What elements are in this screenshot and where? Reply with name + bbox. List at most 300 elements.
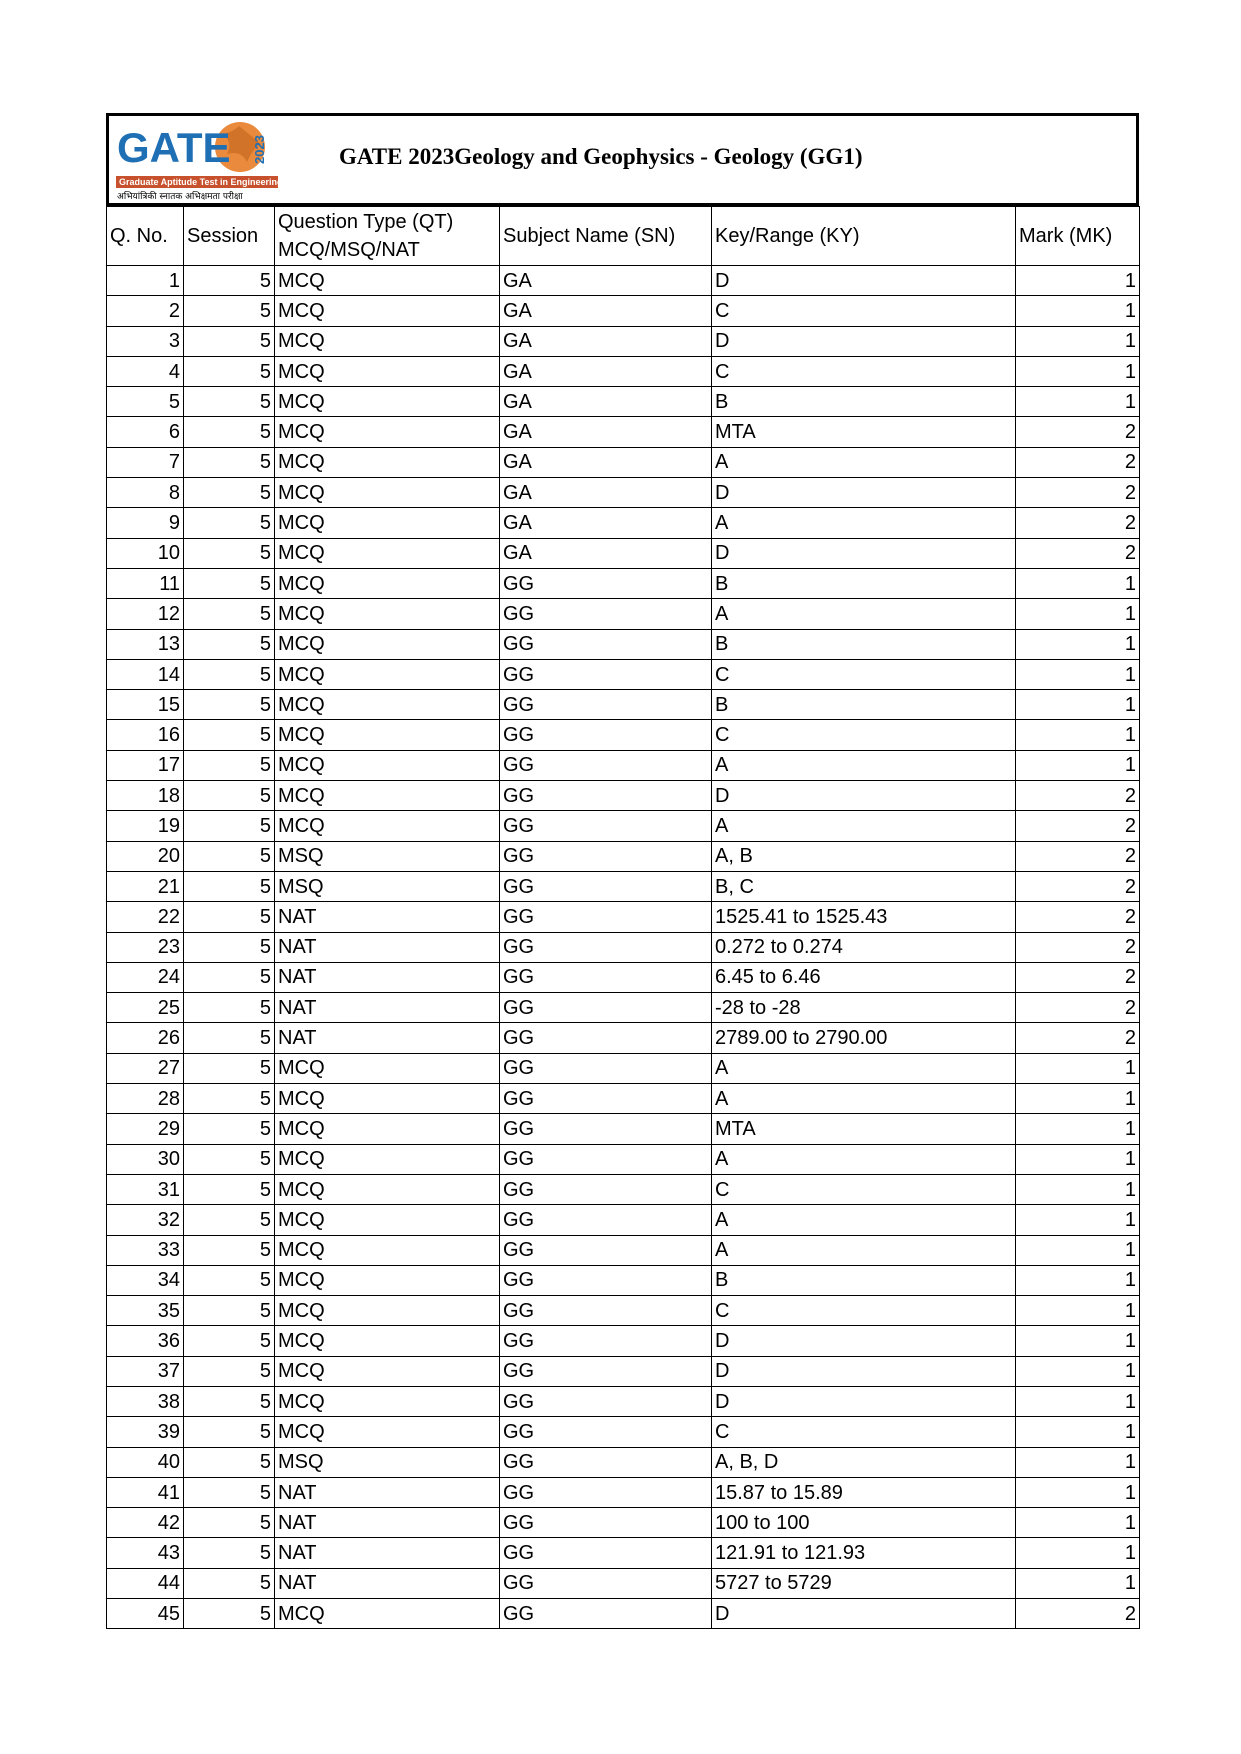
cell-question-type: MCQ bbox=[275, 1386, 500, 1416]
cell-subject: GG bbox=[500, 1386, 712, 1416]
table-row bbox=[107, 508, 1140, 538]
cell-key: MTA bbox=[712, 417, 1016, 447]
answer-key-table bbox=[106, 206, 1140, 1629]
table-row bbox=[107, 993, 1140, 1023]
cell-question-type: MCQ bbox=[275, 629, 500, 659]
table-row bbox=[107, 902, 1140, 932]
cell-subject: GA bbox=[500, 508, 712, 538]
cell-key: D bbox=[712, 781, 1016, 811]
table-row bbox=[107, 690, 1140, 720]
cell-mark: 1 bbox=[1016, 1447, 1140, 1477]
cell-session: 5 bbox=[184, 1417, 275, 1447]
col-header-qno: Q. No. bbox=[107, 207, 184, 266]
cell-question-type: MCQ bbox=[275, 387, 500, 417]
cell-subject: GG bbox=[500, 1053, 712, 1083]
table-row bbox=[107, 1356, 1140, 1386]
cell-qno: 43 bbox=[107, 1538, 184, 1568]
cell-mark: 1 bbox=[1016, 296, 1140, 326]
cell-key: D bbox=[712, 478, 1016, 508]
cell-key: A bbox=[712, 599, 1016, 629]
cell-key: D bbox=[712, 1599, 1016, 1629]
cell-question-type: MCQ bbox=[275, 568, 500, 598]
cell-session: 5 bbox=[184, 1477, 275, 1507]
cell-session: 5 bbox=[184, 1084, 275, 1114]
cell-question-type: MCQ bbox=[275, 1235, 500, 1265]
cell-qno: 11 bbox=[107, 568, 184, 598]
cell-mark: 2 bbox=[1016, 538, 1140, 568]
col-header-subject: Subject Name (SN) bbox=[500, 207, 712, 266]
cell-subject: GG bbox=[500, 811, 712, 841]
cell-mark: 1 bbox=[1016, 1538, 1140, 1568]
table-row bbox=[107, 932, 1140, 962]
cell-session: 5 bbox=[184, 1205, 275, 1235]
cell-key: B bbox=[712, 629, 1016, 659]
cell-question-type: MCQ bbox=[275, 720, 500, 750]
table-row bbox=[107, 1568, 1140, 1598]
table-row bbox=[107, 1205, 1140, 1235]
cell-qno: 29 bbox=[107, 1114, 184, 1144]
table-row bbox=[107, 1508, 1140, 1538]
cell-subject: GG bbox=[500, 841, 712, 871]
cell-session: 5 bbox=[184, 1296, 275, 1326]
cell-qno: 9 bbox=[107, 508, 184, 538]
cell-qno: 15 bbox=[107, 690, 184, 720]
table-row bbox=[107, 811, 1140, 841]
cell-subject: GG bbox=[500, 1114, 712, 1144]
cell-session: 5 bbox=[184, 841, 275, 871]
cell-session: 5 bbox=[184, 659, 275, 689]
cell-mark: 1 bbox=[1016, 356, 1140, 386]
cell-key: A bbox=[712, 1235, 1016, 1265]
cell-key: A, B, D bbox=[712, 1447, 1016, 1477]
cell-qno: 7 bbox=[107, 447, 184, 477]
cell-subject: GG bbox=[500, 568, 712, 598]
table-row bbox=[107, 871, 1140, 901]
cell-qno: 34 bbox=[107, 1265, 184, 1295]
cell-key: A bbox=[712, 1205, 1016, 1235]
table-row bbox=[107, 326, 1140, 356]
col-header-qtype-line2: MCQ/MSQ/NAT bbox=[278, 239, 420, 261]
cell-mark: 1 bbox=[1016, 1265, 1140, 1295]
cell-mark: 1 bbox=[1016, 1386, 1140, 1416]
cell-subject: GA bbox=[500, 326, 712, 356]
cell-key: 0.272 to 0.274 bbox=[712, 932, 1016, 962]
cell-key: A bbox=[712, 508, 1016, 538]
cell-key: B bbox=[712, 690, 1016, 720]
cell-session: 5 bbox=[184, 629, 275, 659]
cell-subject: GG bbox=[500, 599, 712, 629]
cell-session: 5 bbox=[184, 508, 275, 538]
cell-qno: 44 bbox=[107, 1568, 184, 1598]
cell-subject: GG bbox=[500, 1568, 712, 1598]
cell-qno: 45 bbox=[107, 1599, 184, 1629]
col-header-session: Session bbox=[184, 207, 275, 266]
cell-subject: GG bbox=[500, 629, 712, 659]
cell-mark: 1 bbox=[1016, 1114, 1140, 1144]
cell-mark: 1 bbox=[1016, 387, 1140, 417]
cell-qno: 8 bbox=[107, 478, 184, 508]
cell-mark: 1 bbox=[1016, 750, 1140, 780]
cell-question-type: MCQ bbox=[275, 1296, 500, 1326]
cell-session: 5 bbox=[184, 1144, 275, 1174]
cell-mark: 2 bbox=[1016, 1599, 1140, 1629]
table-row bbox=[107, 1053, 1140, 1083]
cell-qno: 32 bbox=[107, 1205, 184, 1235]
logo-tagline: Graduate Aptitude Test in Engineering bbox=[119, 177, 283, 187]
cell-mark: 1 bbox=[1016, 1174, 1140, 1204]
cell-mark: 2 bbox=[1016, 811, 1140, 841]
cell-question-type: MCQ bbox=[275, 1144, 500, 1174]
table-row bbox=[107, 720, 1140, 750]
table-row bbox=[107, 1084, 1140, 1114]
cell-mark: 2 bbox=[1016, 902, 1140, 932]
cell-mark: 1 bbox=[1016, 1508, 1140, 1538]
table-row bbox=[107, 1538, 1140, 1568]
cell-subject: GG bbox=[500, 781, 712, 811]
cell-question-type: NAT bbox=[275, 1568, 500, 1598]
cell-subject: GG bbox=[500, 1477, 712, 1507]
cell-session: 5 bbox=[184, 1326, 275, 1356]
cell-session: 5 bbox=[184, 1023, 275, 1053]
cell-question-type: MCQ bbox=[275, 447, 500, 477]
cell-qno: 26 bbox=[107, 1023, 184, 1053]
cell-mark: 1 bbox=[1016, 1417, 1140, 1447]
cell-subject: GA bbox=[500, 387, 712, 417]
cell-question-type: MCQ bbox=[275, 417, 500, 447]
table-row bbox=[107, 1599, 1140, 1629]
cell-question-type: MCQ bbox=[275, 659, 500, 689]
cell-qno: 3 bbox=[107, 326, 184, 356]
cell-qno: 21 bbox=[107, 871, 184, 901]
cell-qno: 18 bbox=[107, 781, 184, 811]
cell-question-type: MCQ bbox=[275, 538, 500, 568]
cell-subject: GA bbox=[500, 417, 712, 447]
cell-question-type: MCQ bbox=[275, 1356, 500, 1386]
cell-mark: 2 bbox=[1016, 447, 1140, 477]
cell-mark: 2 bbox=[1016, 781, 1140, 811]
table-row bbox=[107, 568, 1140, 598]
cell-qno: 20 bbox=[107, 841, 184, 871]
cell-session: 5 bbox=[184, 1174, 275, 1204]
cell-key: A bbox=[712, 447, 1016, 477]
col-header-qtype-line1: Question Type (QT) bbox=[278, 211, 454, 233]
cell-key: 6.45 to 6.46 bbox=[712, 962, 1016, 992]
cell-qno: 6 bbox=[107, 417, 184, 447]
cell-session: 5 bbox=[184, 962, 275, 992]
cell-mark: 2 bbox=[1016, 478, 1140, 508]
cell-qno: 22 bbox=[107, 902, 184, 932]
cell-session: 5 bbox=[184, 356, 275, 386]
cell-question-type: MCQ bbox=[275, 478, 500, 508]
cell-question-type: MCQ bbox=[275, 1265, 500, 1295]
cell-question-type: MCQ bbox=[275, 599, 500, 629]
table-row bbox=[107, 1477, 1140, 1507]
cell-key: 100 to 100 bbox=[712, 1508, 1016, 1538]
cell-qno: 35 bbox=[107, 1296, 184, 1326]
cell-question-type: NAT bbox=[275, 1477, 500, 1507]
cell-mark: 2 bbox=[1016, 962, 1140, 992]
cell-session: 5 bbox=[184, 1114, 275, 1144]
cell-key: B bbox=[712, 387, 1016, 417]
cell-session: 5 bbox=[184, 902, 275, 932]
cell-key: 1525.41 to 1525.43 bbox=[712, 902, 1016, 932]
table-header-row bbox=[107, 207, 1140, 266]
cell-qno: 4 bbox=[107, 356, 184, 386]
cell-key: MTA bbox=[712, 1114, 1016, 1144]
cell-key: C bbox=[712, 356, 1016, 386]
cell-mark: 2 bbox=[1016, 871, 1140, 901]
table-row bbox=[107, 478, 1140, 508]
cell-mark: 2 bbox=[1016, 932, 1140, 962]
cell-mark: 1 bbox=[1016, 720, 1140, 750]
logo-year: 2023 bbox=[252, 135, 267, 164]
cell-session: 5 bbox=[184, 750, 275, 780]
table-row bbox=[107, 629, 1140, 659]
cell-key: D bbox=[712, 266, 1016, 296]
cell-session: 5 bbox=[184, 387, 275, 417]
cell-session: 5 bbox=[184, 1235, 275, 1265]
cell-key: D bbox=[712, 538, 1016, 568]
cell-question-type: MSQ bbox=[275, 871, 500, 901]
cell-qno: 16 bbox=[107, 720, 184, 750]
cell-qno: 23 bbox=[107, 932, 184, 962]
cell-question-type: NAT bbox=[275, 902, 500, 932]
cell-qno: 12 bbox=[107, 599, 184, 629]
cell-question-type: MCQ bbox=[275, 1174, 500, 1204]
cell-qno: 39 bbox=[107, 1417, 184, 1447]
table-row bbox=[107, 1296, 1140, 1326]
cell-subject: GG bbox=[500, 1356, 712, 1386]
cell-qno: 28 bbox=[107, 1084, 184, 1114]
table-row bbox=[107, 447, 1140, 477]
cell-mark: 2 bbox=[1016, 1023, 1140, 1053]
cell-qno: 14 bbox=[107, 659, 184, 689]
cell-question-type: MCQ bbox=[275, 1326, 500, 1356]
cell-question-type: NAT bbox=[275, 1023, 500, 1053]
cell-qno: 38 bbox=[107, 1386, 184, 1416]
cell-subject: GG bbox=[500, 1235, 712, 1265]
table-row bbox=[107, 387, 1140, 417]
cell-mark: 1 bbox=[1016, 1326, 1140, 1356]
table-row bbox=[107, 1023, 1140, 1053]
cell-key: C bbox=[712, 1296, 1016, 1326]
cell-subject: GG bbox=[500, 1084, 712, 1114]
cell-key: C bbox=[712, 1417, 1016, 1447]
cell-session: 5 bbox=[184, 296, 275, 326]
gate-logo bbox=[115, 120, 283, 202]
cell-qno: 31 bbox=[107, 1174, 184, 1204]
cell-qno: 40 bbox=[107, 1447, 184, 1477]
cell-mark: 1 bbox=[1016, 1205, 1140, 1235]
cell-subject: GA bbox=[500, 356, 712, 386]
cell-mark: 2 bbox=[1016, 417, 1140, 447]
cell-question-type: NAT bbox=[275, 1538, 500, 1568]
cell-mark: 2 bbox=[1016, 508, 1140, 538]
cell-session: 5 bbox=[184, 447, 275, 477]
table-row bbox=[107, 1235, 1140, 1265]
cell-question-type: MCQ bbox=[275, 1417, 500, 1447]
cell-key: C bbox=[712, 720, 1016, 750]
cell-key: C bbox=[712, 296, 1016, 326]
cell-key: B bbox=[712, 568, 1016, 598]
cell-question-type: MCQ bbox=[275, 781, 500, 811]
table-row bbox=[107, 962, 1140, 992]
table-row bbox=[107, 1174, 1140, 1204]
table-row bbox=[107, 1114, 1140, 1144]
table-row bbox=[107, 266, 1140, 296]
cell-question-type: MCQ bbox=[275, 356, 500, 386]
table-row bbox=[107, 599, 1140, 629]
cell-mark: 1 bbox=[1016, 1053, 1140, 1083]
cell-qno: 24 bbox=[107, 962, 184, 992]
cell-session: 5 bbox=[184, 1599, 275, 1629]
cell-key: 121.91 to 121.93 bbox=[712, 1538, 1016, 1568]
cell-session: 5 bbox=[184, 599, 275, 629]
cell-qno: 41 bbox=[107, 1477, 184, 1507]
cell-session: 5 bbox=[184, 326, 275, 356]
cell-subject: GG bbox=[500, 902, 712, 932]
cell-subject: GG bbox=[500, 932, 712, 962]
cell-subject: GG bbox=[500, 1417, 712, 1447]
cell-subject: GG bbox=[500, 1205, 712, 1235]
answer-key-sheet bbox=[106, 113, 1139, 1629]
table-row bbox=[107, 1417, 1140, 1447]
cell-session: 5 bbox=[184, 1265, 275, 1295]
cell-mark: 1 bbox=[1016, 1477, 1140, 1507]
cell-subject: GA bbox=[500, 266, 712, 296]
cell-key: 2789.00 to 2790.00 bbox=[712, 1023, 1016, 1053]
cell-mark: 2 bbox=[1016, 841, 1140, 871]
cell-subject: GA bbox=[500, 447, 712, 477]
cell-key: B bbox=[712, 1265, 1016, 1295]
cell-key: A bbox=[712, 811, 1016, 841]
cell-question-type: MCQ bbox=[275, 266, 500, 296]
cell-session: 5 bbox=[184, 1447, 275, 1477]
cell-key: D bbox=[712, 1326, 1016, 1356]
cell-subject: GG bbox=[500, 1326, 712, 1356]
title-box bbox=[106, 113, 1139, 206]
cell-subject: GG bbox=[500, 993, 712, 1023]
cell-key: A bbox=[712, 1144, 1016, 1174]
table-row bbox=[107, 296, 1140, 326]
table-row bbox=[107, 750, 1140, 780]
cell-question-type: MCQ bbox=[275, 750, 500, 780]
cell-mark: 2 bbox=[1016, 993, 1140, 1023]
cell-subject: GG bbox=[500, 659, 712, 689]
page-title: GATE 2023Geology and Geophysics - Geology (GG1) bbox=[339, 144, 863, 169]
cell-question-type: MCQ bbox=[275, 690, 500, 720]
cell-session: 5 bbox=[184, 478, 275, 508]
cell-mark: 1 bbox=[1016, 326, 1140, 356]
cell-question-type: MCQ bbox=[275, 1053, 500, 1083]
cell-session: 5 bbox=[184, 1386, 275, 1416]
cell-session: 5 bbox=[184, 932, 275, 962]
col-header-key: Key/Range (KY) bbox=[712, 207, 1016, 266]
cell-session: 5 bbox=[184, 568, 275, 598]
cell-key: A bbox=[712, 750, 1016, 780]
logo-hindi: अभियांत्रिकी स्नातक अभिक्षमता परीक्षा bbox=[117, 192, 243, 202]
cell-question-type: NAT bbox=[275, 1508, 500, 1538]
cell-qno: 19 bbox=[107, 811, 184, 841]
cell-mark: 1 bbox=[1016, 1235, 1140, 1265]
cell-mark: 1 bbox=[1016, 266, 1140, 296]
cell-key: D bbox=[712, 1386, 1016, 1416]
cell-question-type: NAT bbox=[275, 962, 500, 992]
cell-question-type: MCQ bbox=[275, 1084, 500, 1114]
cell-qno: 5 bbox=[107, 387, 184, 417]
cell-session: 5 bbox=[184, 781, 275, 811]
cell-qno: 42 bbox=[107, 1508, 184, 1538]
cell-session: 5 bbox=[184, 417, 275, 447]
table-row bbox=[107, 1386, 1140, 1416]
cell-qno: 2 bbox=[107, 296, 184, 326]
cell-mark: 1 bbox=[1016, 629, 1140, 659]
cell-mark: 1 bbox=[1016, 659, 1140, 689]
cell-question-type: MSQ bbox=[275, 1447, 500, 1477]
cell-subject: GG bbox=[500, 1508, 712, 1538]
cell-question-type: MCQ bbox=[275, 811, 500, 841]
cell-mark: 1 bbox=[1016, 1084, 1140, 1114]
cell-question-type: MSQ bbox=[275, 841, 500, 871]
cell-key: 5727 to 5729 bbox=[712, 1568, 1016, 1598]
cell-mark: 1 bbox=[1016, 568, 1140, 598]
cell-session: 5 bbox=[184, 266, 275, 296]
col-header-mark: Mark (MK) bbox=[1016, 207, 1140, 266]
cell-key: A, B bbox=[712, 841, 1016, 871]
cell-question-type: NAT bbox=[275, 932, 500, 962]
cell-mark: 1 bbox=[1016, 599, 1140, 629]
table-row bbox=[107, 1144, 1140, 1174]
cell-subject: GG bbox=[500, 1538, 712, 1568]
cell-qno: 1 bbox=[107, 266, 184, 296]
cell-subject: GG bbox=[500, 1144, 712, 1174]
cell-key: B, C bbox=[712, 871, 1016, 901]
cell-qno: 27 bbox=[107, 1053, 184, 1083]
cell-mark: 1 bbox=[1016, 1296, 1140, 1326]
cell-key: C bbox=[712, 659, 1016, 689]
cell-subject: GG bbox=[500, 690, 712, 720]
cell-subject: GG bbox=[500, 720, 712, 750]
cell-qno: 36 bbox=[107, 1326, 184, 1356]
cell-session: 5 bbox=[184, 1356, 275, 1386]
table-row bbox=[107, 781, 1140, 811]
cell-qno: 17 bbox=[107, 750, 184, 780]
table-row bbox=[107, 841, 1140, 871]
table-row bbox=[107, 356, 1140, 386]
cell-session: 5 bbox=[184, 993, 275, 1023]
cell-subject: GG bbox=[500, 1023, 712, 1053]
cell-qno: 33 bbox=[107, 1235, 184, 1265]
cell-session: 5 bbox=[184, 871, 275, 901]
logo-text: GATE bbox=[117, 124, 231, 171]
table-body bbox=[107, 266, 1140, 1629]
cell-question-type: MCQ bbox=[275, 1114, 500, 1144]
cell-question-type: MCQ bbox=[275, 1205, 500, 1235]
cell-key: 15.87 to 15.89 bbox=[712, 1477, 1016, 1507]
cell-subject: GA bbox=[500, 478, 712, 508]
cell-session: 5 bbox=[184, 1053, 275, 1083]
cell-qno: 25 bbox=[107, 993, 184, 1023]
cell-subject: GG bbox=[500, 750, 712, 780]
cell-question-type: NAT bbox=[275, 993, 500, 1023]
cell-subject: GG bbox=[500, 1447, 712, 1477]
cell-question-type: MCQ bbox=[275, 1599, 500, 1629]
cell-qno: 30 bbox=[107, 1144, 184, 1174]
table-row bbox=[107, 538, 1140, 568]
cell-key: A bbox=[712, 1053, 1016, 1083]
cell-subject: GG bbox=[500, 871, 712, 901]
cell-session: 5 bbox=[184, 1568, 275, 1598]
